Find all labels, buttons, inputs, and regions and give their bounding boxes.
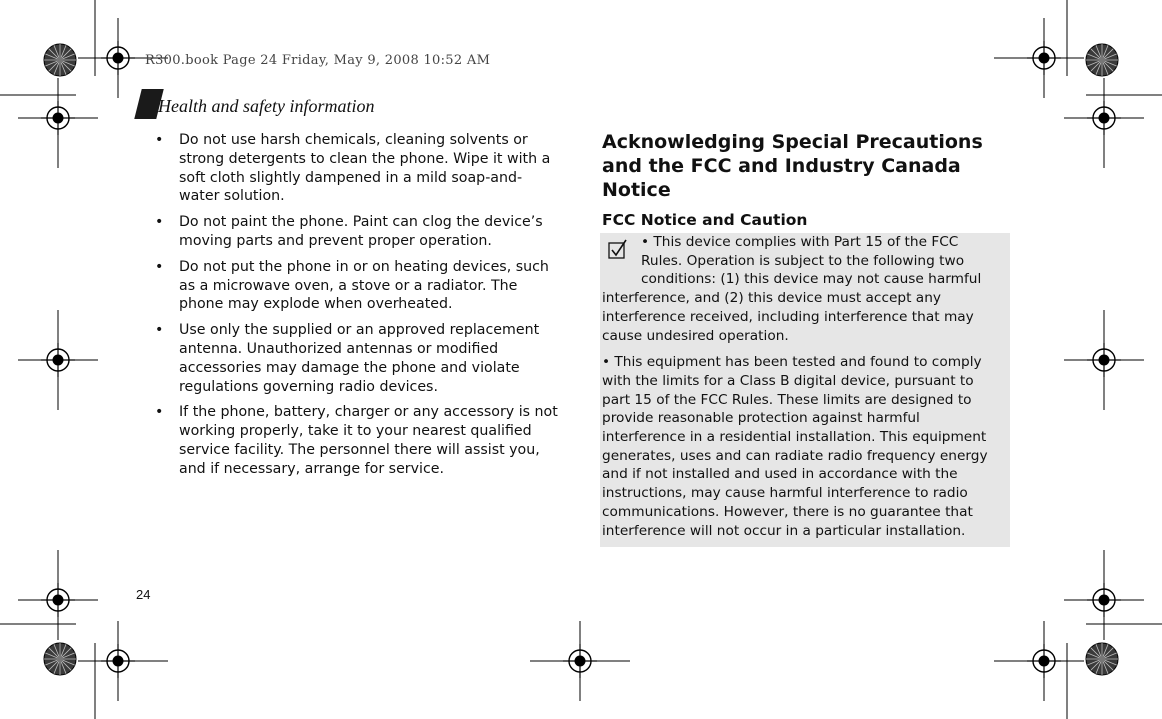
- fcc-note-paragraph-1: • This device complies with Part 15 of the FCC Rules. Operation is subject to the following two conditions: (1) this device may not cause harmful interference, and (2) this device must accept any interference received, including interference that may cause undesired operation.: [602, 234, 982, 344]
- page-number: 24: [136, 587, 151, 602]
- bullet-icon: •: [155, 322, 164, 339]
- list-item-text: If the phone, battery, charger or any accessory is not working properly, take it to your nearest qualified service facility. The personnel there will assist you, and if necessary, arrange for service.: [179, 404, 558, 477]
- list-item-text: Do not put the phone in or on heating devices, such as a microwave oven, a stove or a radiator. The phone may explode when overheated.: [179, 258, 549, 313]
- list-item-text: Do not use harsh chemicals, cleaning solvents or strong detergents to clean the phone. Wipe it with a soft cloth slightly dampened in a mild soap-and-water solution.: [179, 132, 551, 205]
- list-item-text: Do not paint the phone. Paint can clog the device’s moving parts and prevent proper operation.: [179, 214, 543, 249]
- list-item: [150, 131, 560, 206]
- section-title: Health and safety information: [158, 96, 375, 116]
- bullet-icon: •: [155, 258, 164, 275]
- list-item: [150, 258, 560, 314]
- fcc-note-box: [600, 233, 1010, 547]
- list-item: [150, 403, 560, 478]
- bullet-icon: •: [155, 214, 164, 231]
- bullet-icon: •: [155, 132, 164, 148]
- running-header: R300.book Page 24 Friday, May 9, 2008 10:52 AM: [145, 53, 491, 68]
- list-item: [150, 213, 560, 251]
- list-item-text: Use only the supplied or an approved replacement antenna. Unauthorized antennas or modified accessories may damage the phone and violate regulations governing radio devices.: [179, 322, 540, 395]
- care-instructions-list: [150, 131, 560, 486]
- list-item: [150, 321, 560, 396]
- fcc-subheading: FCC Notice and Caution: [602, 211, 808, 229]
- page-heading: Acknowledging Special Precautions and the FCC and Industry Canada Notice: [602, 131, 983, 201]
- bullet-icon: •: [155, 404, 164, 421]
- checkbox-checked-icon: [607, 238, 629, 260]
- fcc-note-paragraph-2: • This equipment has been tested and found to comply with the limits for a Class B digital device, pursuant to part 15 of the FCC Rules. These limits are designed to provide reasonable protection against harmful interference in a residential installation. This equipment generates, uses and can radiate radio frequency energy and if not installed and used in accordance with the instructions, may cause harmful interference to radio communications. However, there is no guarantee that interference will not occur in a particular installation.: [602, 354, 988, 539]
